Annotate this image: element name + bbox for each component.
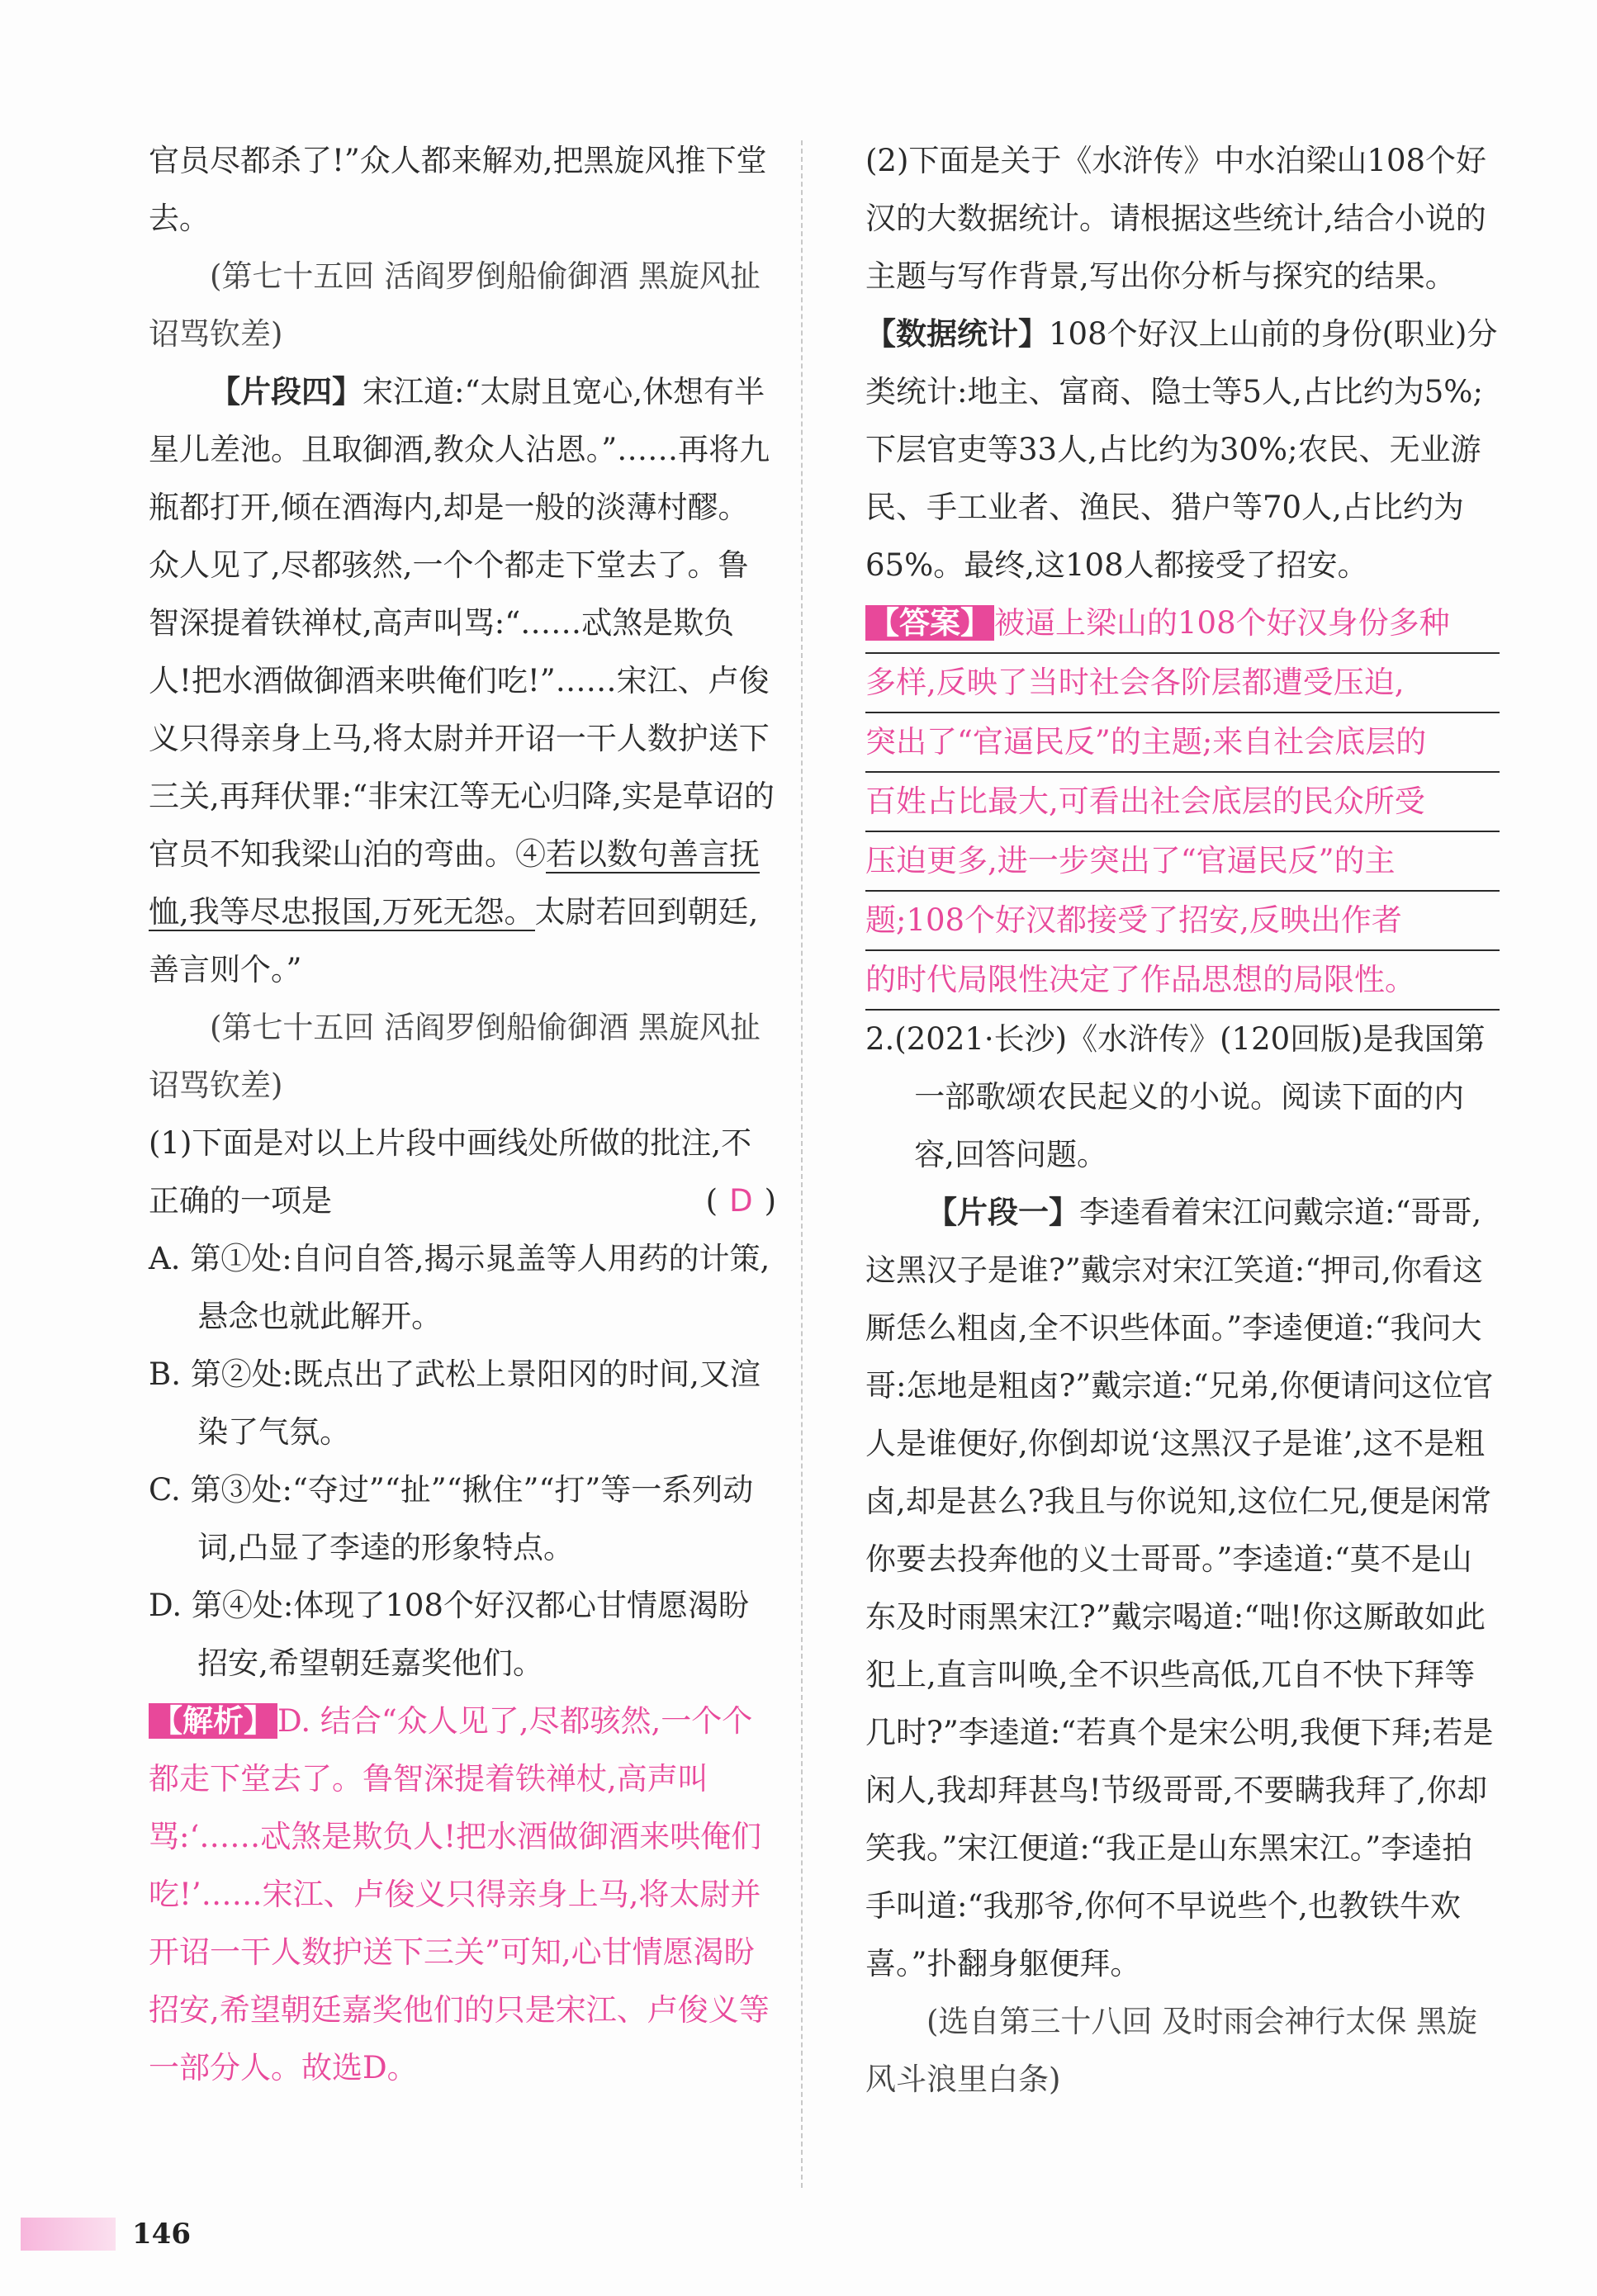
answer-text: 被逼上梁山的108个好汉身份多种 [994, 605, 1450, 641]
answer-label: 【答案】 [865, 605, 994, 641]
source-citation: (第七十五回 活阎罗倒船偷御酒 黑旋风扯诏骂钦差) [149, 258, 761, 352]
data-statistics [865, 305, 1500, 594]
answer-block [865, 594, 1500, 1011]
stats-text: 108个好汉上山前的身份(职业)分类统计:地主、富商、隐士等5人,占比约为5%;下层官吏等33人,占比约为30%;农民、无业游民、手工业者、渔民、猎户等70人,占比约为65%。最终,这108人都接受了招安。 [865, 316, 1498, 583]
passage-paragraph: 官员尽都杀了!”众人都来解劝,把黑旋风推下堂去。 [149, 143, 767, 236]
answer-choice: D [729, 1183, 753, 1219]
fragment-text: 宋江道:“太尉且宽心,休想有半星儿差池。且取御酒,教众人沾恩。”……再将九瓶都打开,倾在酒海内,却是一般的淡薄村醪。众人见了,尽都骇然,一个个都走下堂去了。鲁智深提着铁禅杖,高声叫骂:“……忒煞是欺负人!把水酒做御酒来哄俺们吃!”……宋江、卢俊义只得亲身上马,将太尉并开诏一干人数护送下三关,再拜伏罪:“非宋江等无心归降,实是草诏的官员不知我梁山泊的弯曲。 [149, 374, 775, 872]
question-2-stem: (2)下面是关于《水浒传》中水泊梁山108个好汉的大数据统计。请根据这些统计,结合小说的主题与写作背景,写出你分析与探究的结果。 [865, 143, 1487, 294]
answer-line: 百姓占比最大,可看出社会底层的民众所受 [865, 773, 1500, 832]
answer-line: 多样,反映了当时社会各阶层都遭受压迫, [865, 654, 1500, 713]
answer-parentheses [706, 1172, 776, 1230]
left-column [149, 132, 776, 2097]
stats-label: 【数据统计】 [865, 316, 1049, 352]
paren-open: ( [705, 1183, 718, 1219]
fragment-text-end: 太尉若回到朝廷,善言则个。” [149, 894, 759, 987]
option-d: D. 第④处:体现了108个好汉都心甘情愿渴盼招安,希望朝廷嘉奖他们。 [149, 1588, 749, 1681]
right-column [865, 132, 1500, 2109]
column-divider [801, 140, 803, 2188]
fragment-text: 李逵看着宋江问戴宗道:“哥哥,这黑汉子是谁?”戴宗对宋江笑道:“押司,你看这厮恁么粗卤,全不识些体面。”李逵便道:“我问大哥:怎地是粗卤?”戴宗道:“兄弟,你便请问这位官人是谁便好,你倒却说‘这黑汉子是谁’,这不是粗卤,却是甚么?我且与你说知,这位仁兄,便是闲常你要去投奔他的义士哥哥。”李逵道:“莫不是山东及时雨黑宋江?”戴宗喝道:“咄!你这厮敢如此犯上,直言叫唤,全不识些高低,兀自不快下拜等几时?”李逵道:“若真个是宋公明,我便下拜;若是闲人,我却拜甚鸟!节级哥哥,不要瞒我拜了,你却笑我。”宋江便道:“我正是山东黑宋江。”李逵拍手叫道:“我那爷,你何不早说些个,也教铁牛欢喜。”扑翻身躯便拜。 [865, 1195, 1494, 1981]
fragment-one [865, 1184, 1500, 1993]
fragment-label: 【片段一】 [926, 1195, 1079, 1230]
answer-line: 的时代局限性决定了作品思想的局限性。 [865, 951, 1500, 1011]
source-citation: (选自第三十八回 及时雨会神行太保 黑旋风斗浪里白条) [865, 2004, 1477, 2097]
analysis [149, 1692, 776, 2097]
paren-close: ) [764, 1183, 776, 1219]
page-number-bar [21, 2218, 116, 2251]
fragment-four [149, 363, 776, 999]
answer-line: 突出了“官逼民反”的主题;来自社会底层的 [865, 713, 1500, 773]
annotation-marker: ④ [515, 836, 546, 872]
page-number: 146 [132, 2218, 191, 2251]
question-1-stem [149, 1115, 776, 1230]
analysis-label: 【解析】 [149, 1703, 277, 1739]
underlined-text: 若以数句善言抚恤,我等尽忠报国,万死无怨。 [149, 836, 760, 930]
answer-line [865, 594, 1500, 654]
source-citation: (第七十五回 活阎罗倒船偷御酒 黑旋风扯诏骂钦差) [149, 1010, 761, 1103]
question-2b-stem: 2.(2021·长沙)《水浒传》(120回版)是我国第一部歌颂农民起义的小说。阅读下面的内容,回答问题。 [865, 1021, 1486, 1172]
option-a: A. 第①处:自问自答,揭示晁盖等人用药的计策,悬念也就此解开。 [149, 1241, 770, 1334]
answer-line: 压迫更多,进一步突出了“官逼民反”的主 [865, 832, 1500, 892]
option-b: B. 第②处:既点出了武松上景阳冈的时间,又渲染了气氛。 [149, 1356, 761, 1450]
question-stem-text: (1)下面是对以上片段中画线处所做的批注,不正确的一项是 [149, 1125, 752, 1219]
fragment-label: 【片段四】 [210, 374, 363, 409]
option-c: C. 第③处:“夺过”“扯”“揪住”“打”等一系列动词,凸显了李逵的形象特点。 [149, 1472, 754, 1565]
answer-line: 题;108个好汉都接受了招安,反映出作者 [865, 892, 1500, 951]
analysis-text: D. 结合“众人见了,尽都骇然,一个个都走下堂去了。鲁智深提着铁禅杖,高声叫骂:‘……忒煞是欺负人!把水酒做御酒来哄俺们吃!’……宋江、卢俊义只得亲身上马,将太尉并开诏一干人数护送下三关”可知,心甘情愿渴盼招安,希望朝廷嘉奖他们的只是宋江、卢俊义等一部分人。故选D。 [149, 1703, 770, 2085]
